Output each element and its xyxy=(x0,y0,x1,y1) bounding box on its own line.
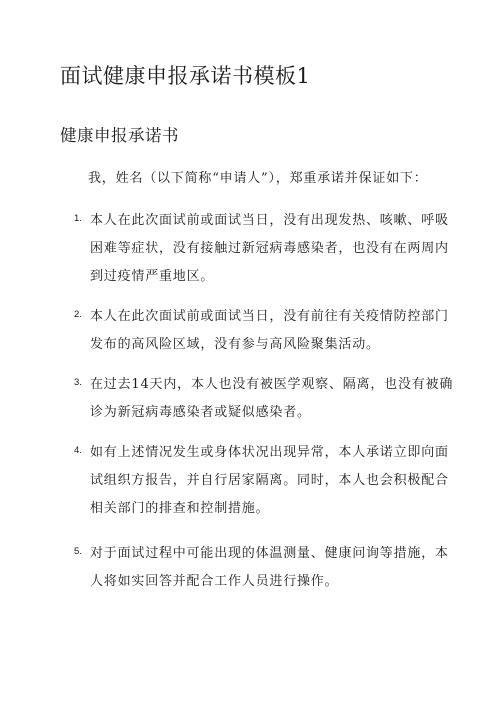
list-item-line: 对于面试过程中可能出现的体温测量、健康问询等措施，本 xyxy=(90,546,449,561)
document-title: 面试健康申报承诺书模板1 xyxy=(60,64,311,88)
list-item-line: 诊为新冠病毒感染者或疑似感染者。 xyxy=(90,405,311,420)
list-item-line: 如有上述情况发生或身体状况出现异常，本人承诺立即向面 xyxy=(90,445,449,460)
section-title: 健康申报承诺书 xyxy=(60,126,179,145)
list-item-line: 人将如实回答并配合工作人员进行操作。 xyxy=(90,574,339,589)
list-item-line: 在过去14天内，本人也没有被医学观察、隔离，也没有被确 xyxy=(90,377,454,392)
list-item-line: 发布的高风险区域，没有参与高风险聚集活动。 xyxy=(90,337,380,352)
list-item-number: 4. xyxy=(74,445,82,456)
list-item-line: 本人在此次面试前或面试当日，没有出现发热、咳嗽、呼吸 xyxy=(90,213,449,228)
list-item-number: 1. xyxy=(74,213,82,224)
list-item-line: 相关部门的排查和控制措施。 xyxy=(90,501,270,516)
list-item-line: 困难等症状，没有接触过新冠病毒感染者，也没有在两周内 xyxy=(90,241,449,256)
list-item-line: 本人在此次面试前或面试当日，没有前往有关疫情防控部门 xyxy=(90,309,449,324)
intro-paragraph: 我，姓名（以下简称“申请人”），郑重承诺并保证如下： xyxy=(88,171,428,186)
list-item-line: 试组织方报告，并自行居家隔离。同时，本人也会积极配合 xyxy=(90,473,449,488)
list-item-line: 到过疫情严重地区。 xyxy=(90,269,215,284)
list-item-number: 3. xyxy=(74,377,82,388)
list-item-number: 5. xyxy=(74,546,82,557)
list-item-number: 2. xyxy=(74,309,82,320)
